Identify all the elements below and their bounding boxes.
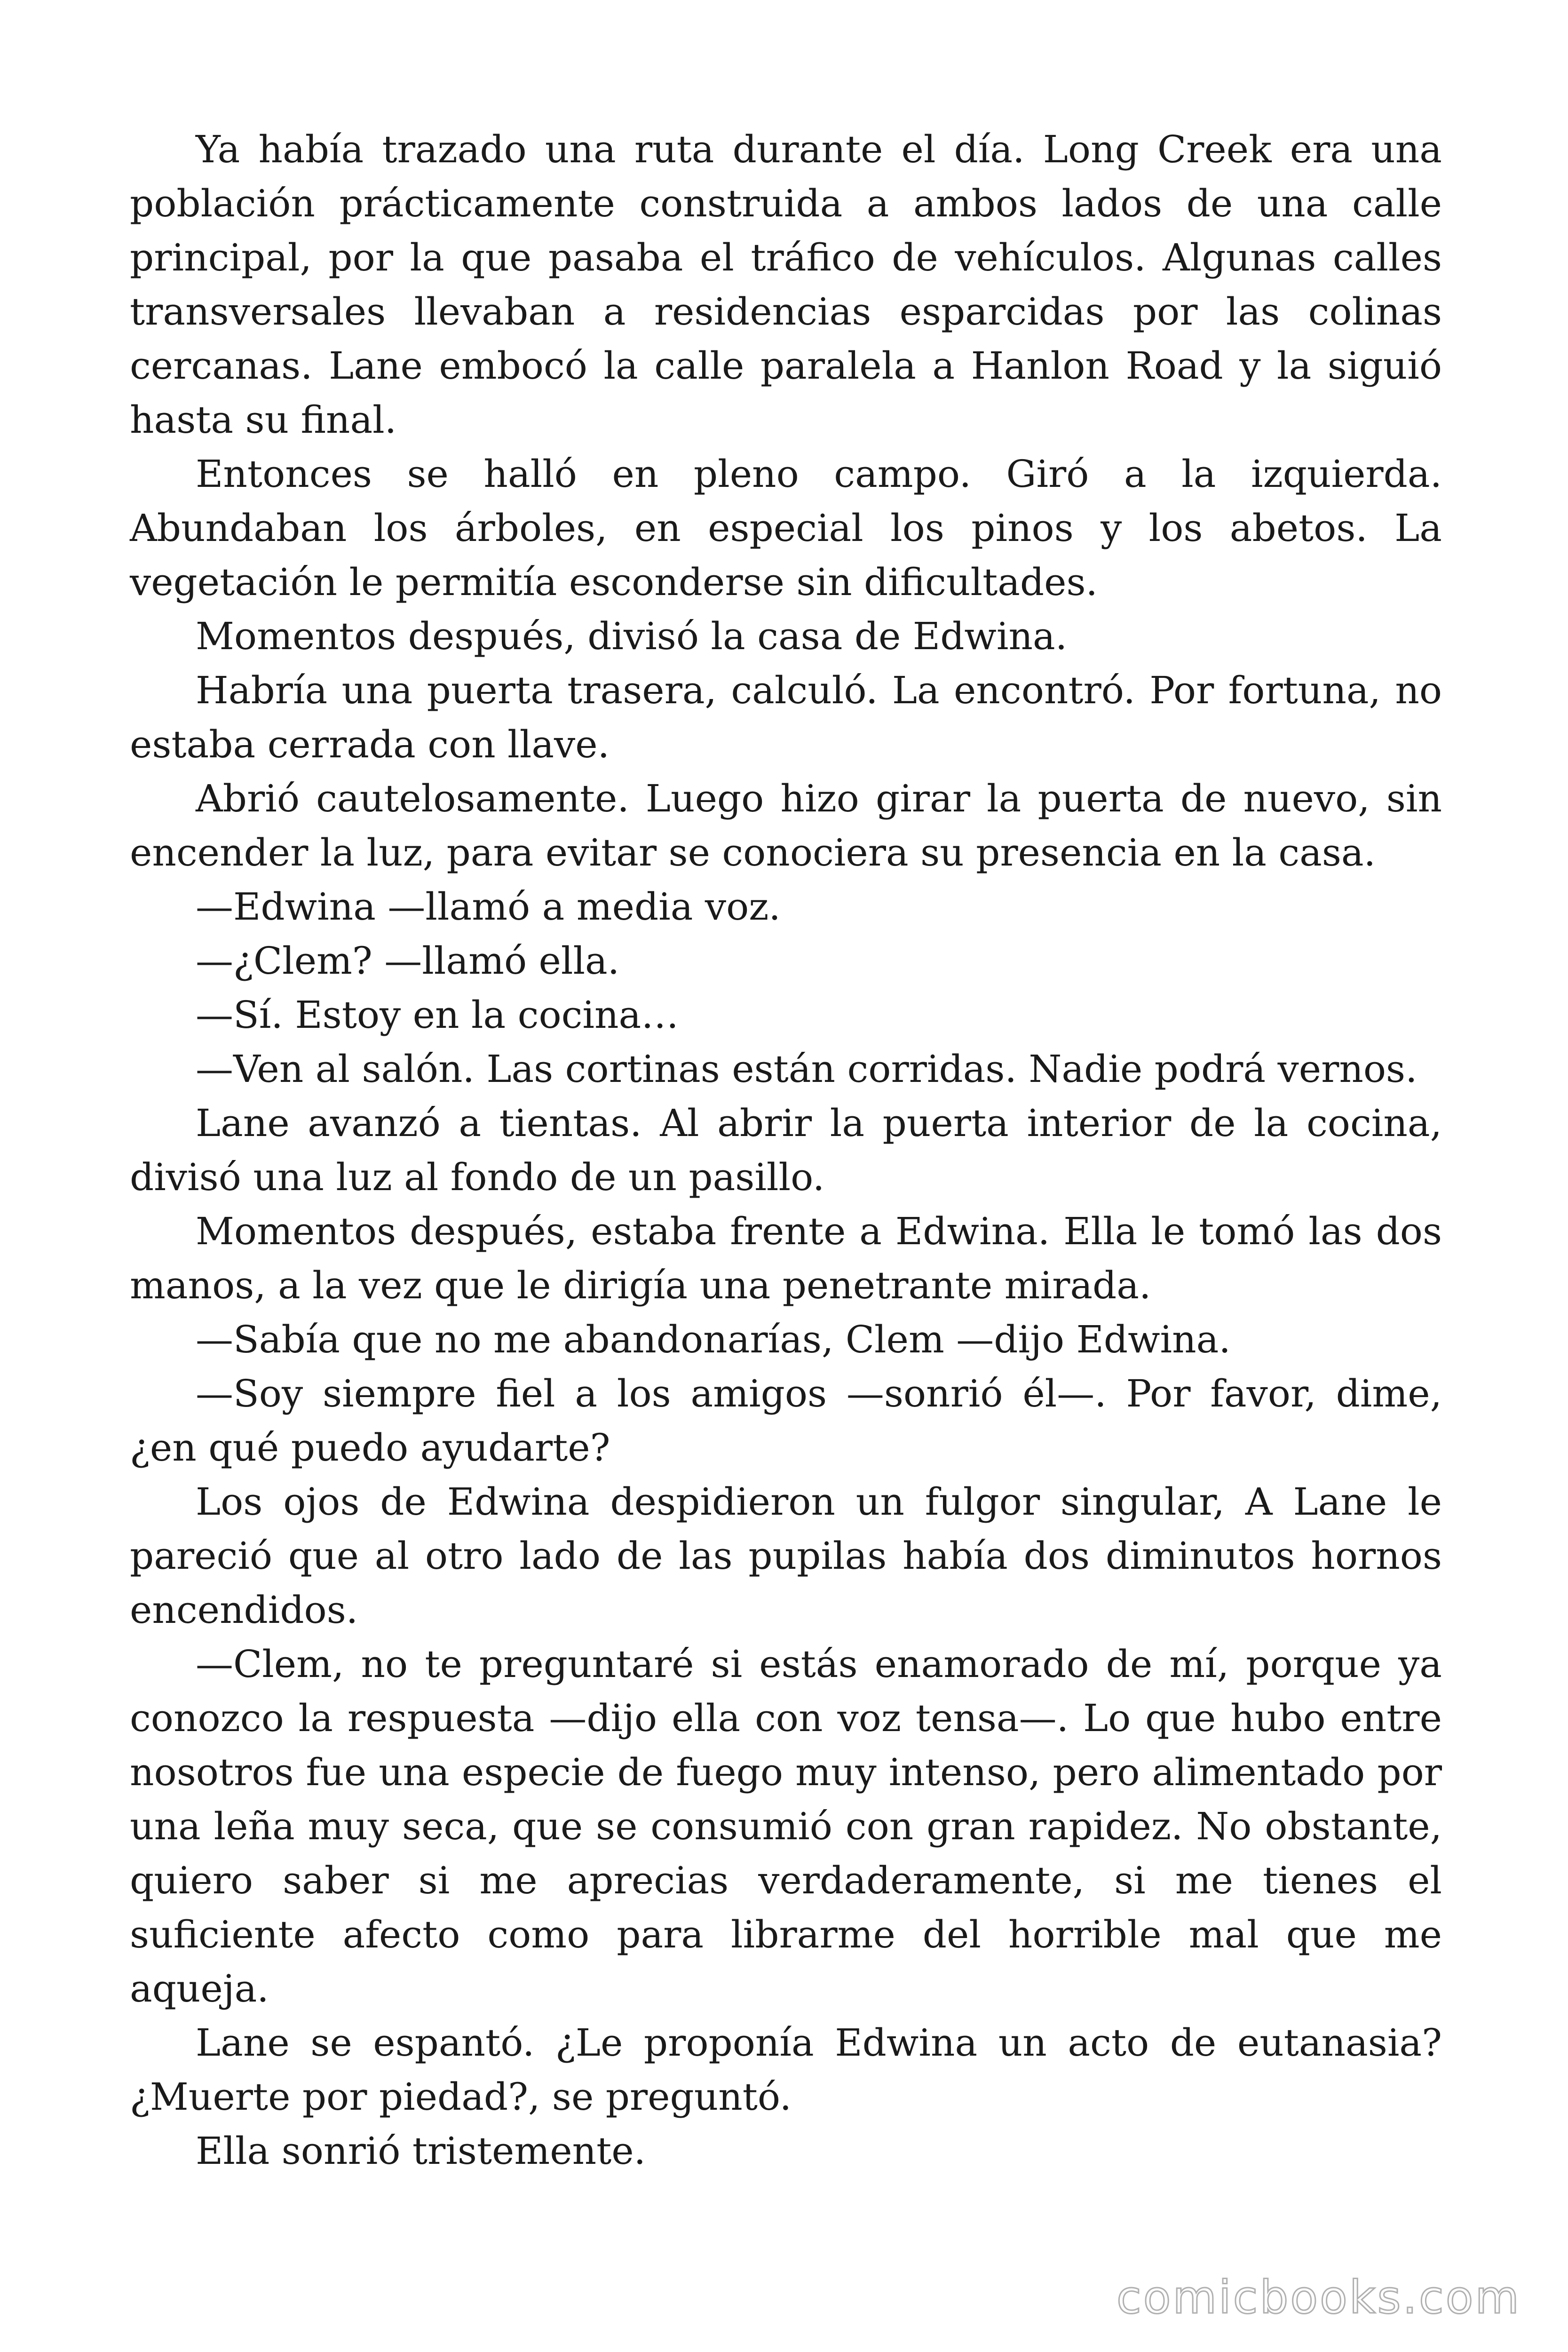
paragraph: —Ven al salón. Las cortinas están corridas. Nadie podrá vernos. — [196, 1047, 1418, 1091]
paragraph: Momentos después, divisó la casa de Edwina. — [196, 614, 1068, 658]
paragraph: Lane avanzó a tientas. Al abrir la puerta interior de la cocina, divisó una luz al fondo de un pasillo. — [130, 1101, 1442, 1199]
paragraph: —¿Clem? —llamó ella. — [196, 939, 620, 983]
paragraph: Entonces se halló en pleno campo. Giró a la izquierda. Abundaban los árboles, en especial los pinos y los abetos. La vegetación le permitía esconderse sin dificultades. — [130, 452, 1442, 604]
paragraph: —Soy siempre fiel a los amigos —sonrió él—. Por favor, dime, ¿en qué puedo ayudarte? — [130, 1372, 1442, 1470]
paragraph: —Edwina —llamó a media voz. — [196, 885, 781, 929]
watermark: comicbooks.com — [1116, 2271, 1521, 2324]
paragraph: Abrió cautelosamente. Luego hizo girar la puerta de nuevo, sin encender la luz, para evitar se conociera su presencia en la casa. — [130, 777, 1442, 874]
paragraph: —Sabía que no me abandonarías, Clem —dijo Edwina. — [196, 1318, 1231, 1361]
paragraph: Ya había trazado una ruta durante el día. Long Creek era una población prácticamente construida a ambos lados de una calle principal, por la que pasaba el tráfico de vehículos. Algunas calles transversales llevaban a residencias esparcidas por las colinas cercanas. Lane embocó la calle paralela a Hanlon Road y la siguió hasta su final. — [130, 127, 1442, 442]
paragraph: Los ojos de Edwina despidieron un fulgor singular, A Lane le pareció que al otro lado de las pupilas había dos diminutos hornos encendidos. — [130, 1480, 1442, 1632]
paragraph: Lane se espantó. ¿Le proponía Edwina un acto de eutanasia? ¿Muerte por piedad?, se preguntó. — [130, 2021, 1442, 2119]
paragraph: Habría una puerta trasera, calculó. La encontró. Por fortuna, no estaba cerrada con llave. — [130, 668, 1442, 766]
paragraph: Momentos después, estaba frente a Edwina. Ella le tomó las dos manos, a la vez que le dirigía una penetrante mirada. — [130, 1209, 1442, 1307]
paragraph: Ella sonrió tristemente. — [196, 2129, 646, 2173]
paragraph: —Sí. Estoy en la cocina… — [196, 993, 679, 1037]
body-text — [130, 122, 1442, 2178]
paragraph: —Clem, no te preguntaré si estás enamorado de mí, porque ya conozco la respuesta —dijo ella con voz tensa—. Lo que hubo entre nosotros fue una especie de fuego muy intenso, pero alimentado por una leña muy seca, que se consumió con gran rapidez. No obstante, quiero saber si me aprecias verdaderamente, si me tienes el suficiente afecto como para librarme del horrible mal que me aqueja. — [130, 1642, 1442, 2010]
